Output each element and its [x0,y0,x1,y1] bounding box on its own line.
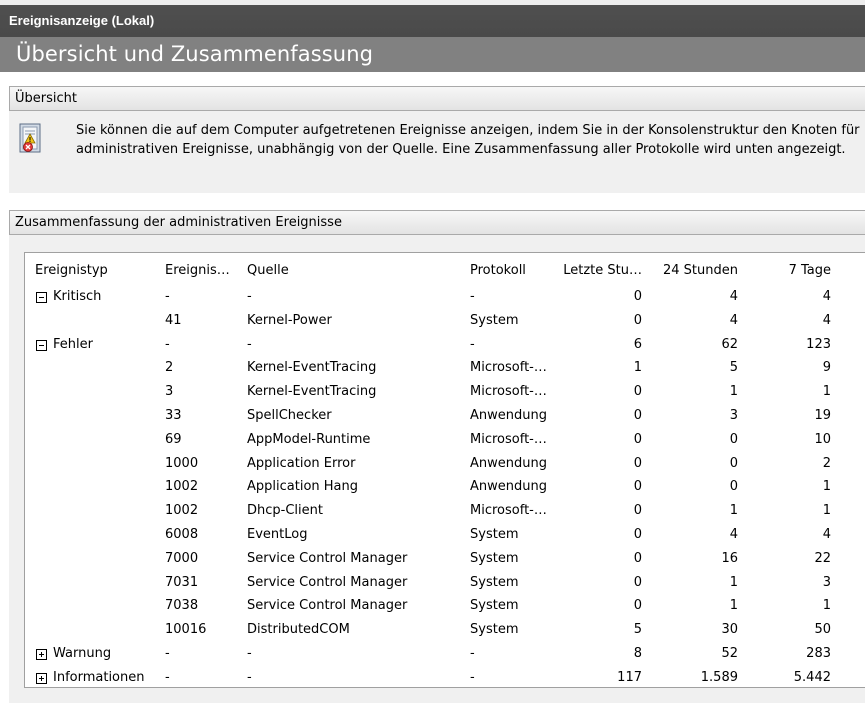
cell-week: 19 [814,408,831,423]
column-header-quelle[interactable]: Quelle [247,263,289,278]
cell-source: DistributedCOM [247,622,350,637]
cell-ereignistyp: Kritisch [53,289,102,304]
cell-week: 3 [822,575,831,590]
cell-week: 4 [822,313,831,328]
cell-day: 0 [729,432,738,447]
cell-week: 9 [822,360,831,375]
cell-source: Dhcp-Client [247,503,323,518]
cell-source: Application Error [247,456,356,471]
cell-source: Kernel-Power [247,313,332,328]
cell-log: Microsoft-… [470,384,547,399]
cell-source: SpellChecker [247,408,332,423]
cell-day: 1 [729,575,738,590]
cell-log: - [470,670,475,685]
event-log-icon [19,123,45,155]
console-title-bar [0,0,865,37]
cell-hour: 0 [633,503,642,518]
column-header-ereignistyp[interactable]: Ereignistyp [35,263,108,278]
cell-day: 5 [729,360,738,375]
cell-week: 50 [814,622,831,637]
cell-log: Anwendung [470,456,547,471]
cell-day: 1 [729,503,738,518]
cell-id: 33 [165,408,182,423]
cell-week: 4 [822,527,831,542]
expand-toggle-icon[interactable] [36,649,47,660]
cell-week: 1 [822,503,831,518]
cell-log: - [470,289,475,304]
cell-hour: 0 [633,527,642,542]
cell-day: 16 [721,551,738,566]
overview-text-line-1: Sie können die auf dem Computer aufgetretenen Ereignisse anzeigen, indem Sie in der Konsolenstruktur den Knoten für [76,123,860,138]
summary-section-header[interactable] [9,210,865,235]
cell-source: Service Control Manager [247,551,408,566]
expand-toggle-icon[interactable] [36,673,47,684]
column-header-protokoll[interactable]: Protokoll [470,263,526,278]
cell-id: 69 [165,432,182,447]
cell-source: Kernel-EventTracing [247,384,377,399]
cell-day: 0 [729,456,738,471]
cell-id: - [165,289,170,304]
cell-source: - [247,289,252,304]
cell-hour: 0 [633,479,642,494]
cell-day: 1 [729,598,738,613]
cell-id: 7031 [165,575,199,590]
cell-week: 2 [822,456,831,471]
cell-hour: 0 [633,456,642,471]
cell-log: System [470,527,519,542]
cell-source: Application Hang [247,479,359,494]
cell-day: 4 [729,289,738,304]
cell-hour: 0 [633,408,642,423]
cell-week: 5.442 [793,670,831,685]
cell-log: Anwendung [470,408,547,423]
cell-log: System [470,622,519,637]
cell-log: System [470,551,519,566]
cell-day: 1 [729,384,738,399]
cell-log: Microsoft-… [470,432,547,447]
cell-log: Microsoft-… [470,360,547,375]
cell-id: - [165,337,170,352]
page-title: Übersicht und Zusammenfassung [16,42,374,66]
cell-ereignistyp: Warnung [53,646,112,661]
cell-log: - [470,646,475,661]
cell-ereignistyp: Fehler [53,337,93,352]
cell-log: System [470,575,519,590]
cell-id: 2 [165,360,174,375]
cell-id: 3 [165,384,174,399]
cell-hour: 5 [633,622,642,637]
cell-hour: 0 [633,313,642,328]
cell-week: 22 [814,551,831,566]
cell-hour: 0 [633,575,642,590]
overview-section-header[interactable] [9,86,865,111]
cell-id: 1002 [165,479,199,494]
cell-id: 10016 [165,622,207,637]
cell-id: 1002 [165,503,199,518]
cell-week: 283 [806,646,831,661]
cell-id: 7000 [165,551,199,566]
cell-hour: 0 [633,551,642,566]
cell-week: 4 [822,289,831,304]
cell-day: 0 [729,479,738,494]
overview-section-body [9,111,865,193]
cell-hour: 0 [633,598,642,613]
cell-id: 1000 [165,456,199,471]
cell-week: 1 [822,384,831,399]
collapse-toggle-icon[interactable] [36,340,47,351]
cell-id: 41 [165,313,182,328]
column-header-letzte-stunde[interactable]: Letzte Stu… [563,263,642,278]
column-header-ereignis-id[interactable]: Ereignis… [165,263,230,278]
cell-source: Kernel-EventTracing [247,360,377,375]
cell-hour: 117 [617,670,642,685]
cell-log: System [470,598,519,613]
overview-heading: Übersicht [15,91,77,106]
cell-log: Anwendung [470,479,547,494]
cell-week: 10 [814,432,831,447]
cell-hour: 0 [633,432,642,447]
cell-source: AppModel-Runtime [247,432,371,447]
cell-id: - [165,670,170,685]
cell-source: - [247,337,252,352]
cell-source: - [247,670,252,685]
cell-week: 1 [822,479,831,494]
cell-hour: 6 [633,337,642,352]
cell-log: Microsoft-… [470,503,547,518]
column-header-7-tage[interactable]: 7 Tage [788,263,831,278]
cell-hour: 8 [633,646,642,661]
column-header-24-stunden[interactable]: 24 Stunden [663,263,738,278]
collapse-toggle-icon[interactable] [36,292,47,303]
cell-id: 7038 [165,598,199,613]
page-header [0,37,865,72]
cell-day: 4 [729,527,738,542]
cell-day: 3 [729,408,738,423]
cell-day: 30 [721,622,738,637]
console-title: Ereignisanzeige (Lokal) [9,13,155,28]
cell-source: - [247,646,252,661]
cell-day: 62 [721,337,738,352]
cell-source: Service Control Manager [247,598,408,613]
cell-id: 6008 [165,527,199,542]
cell-hour: 0 [633,289,642,304]
cell-day: 4 [729,313,738,328]
cell-log: System [470,313,519,328]
cell-week: 1 [822,598,831,613]
cell-day: 1.589 [700,670,738,685]
cell-log: - [470,337,475,352]
summary-heading: Zusammenfassung der administrativen Ereignisse [15,215,342,230]
cell-ereignistyp: Informationen [53,670,145,685]
overview-text-line-2: administrativen Ereignisse, unabhängig von der Quelle. Eine Zusammenfassung aller Protokolle wird unten angezeigt. [76,142,846,157]
cell-id: - [165,646,170,661]
cell-week: 123 [806,337,831,352]
overview-description [76,121,860,159]
cell-source: Service Control Manager [247,575,408,590]
cell-hour: 0 [633,384,642,399]
cell-day: 52 [721,646,738,661]
cell-hour: 1 [633,360,642,375]
cell-source: EventLog [247,527,308,542]
summary-grid[interactable] [24,252,865,688]
